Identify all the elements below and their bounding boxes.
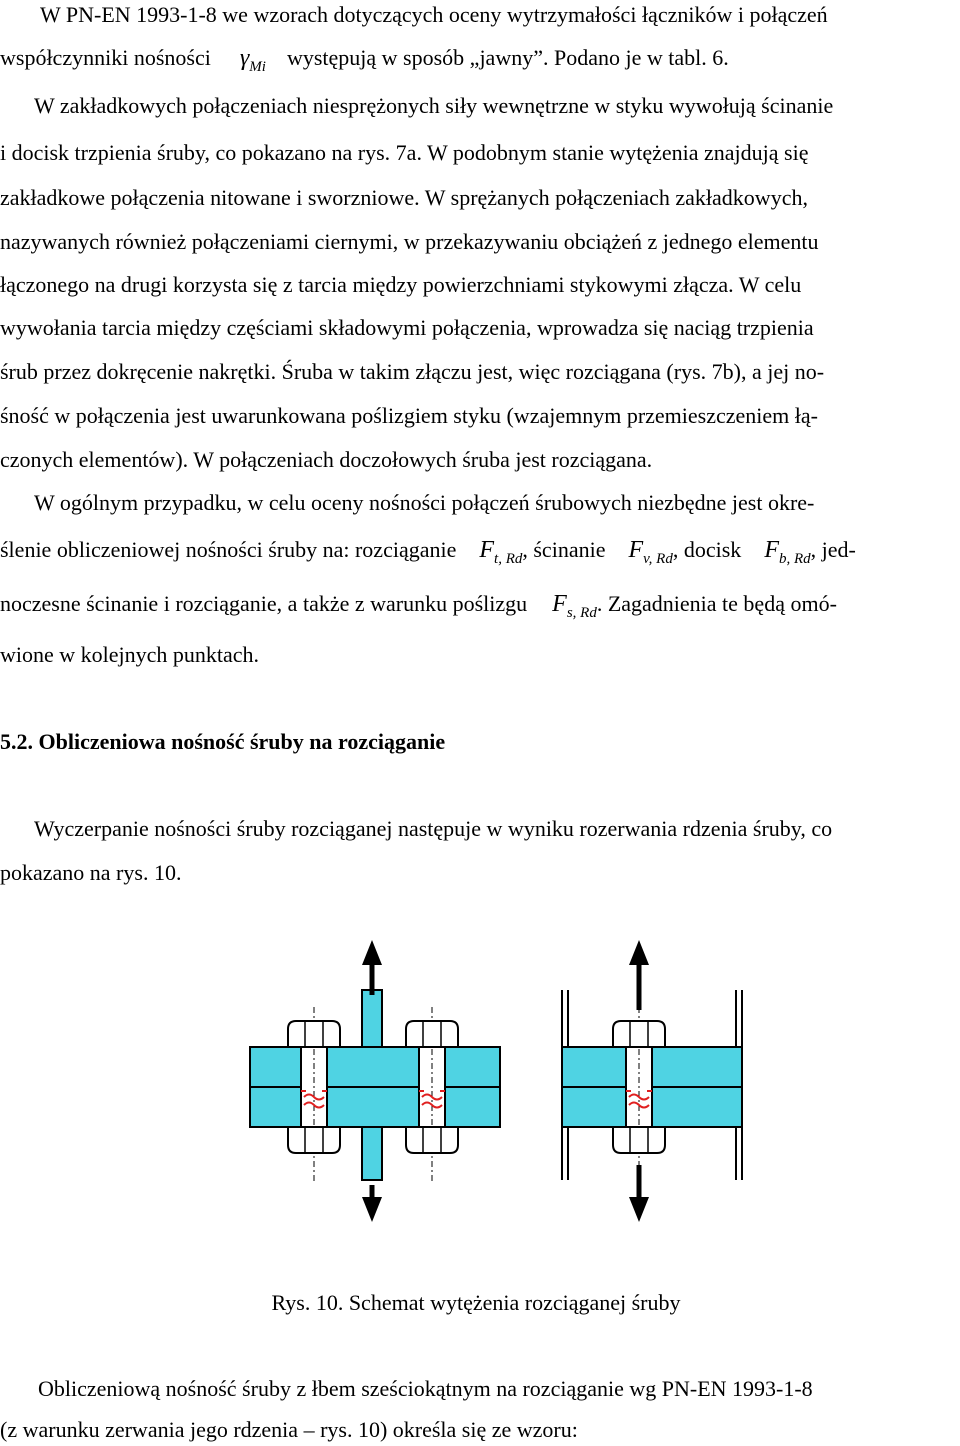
p2-line: W zakładkowych połączeniach niesprężonych siły wewnętrzne w styku wywołują ścinanie (34, 93, 834, 118)
p2-line: śrub przez dokręcenie nakrętki. Śruba w takim złączu jest, więc rozciągana (rys. 7b), a jej no- (0, 359, 825, 384)
bolt-tension-diagram (244, 935, 756, 1225)
Fb-subscript: b, Rd (778, 551, 811, 567)
arrow-up-icon (362, 940, 382, 995)
p2-line: wywołania tarcia między częściami składowymi połączenia, wprowadza się naciąg trzpienia (0, 315, 814, 340)
p3-line2-text-c: , docisk (672, 537, 742, 562)
p3-line3-text-a: noczesne ścinanie i rozciąganie, a także z warunku poślizgu (0, 591, 528, 616)
bolt-tension-figure (244, 935, 756, 1225)
p2-line: czonych elementów). W połączeniach doczołowych śruba jest rozciągana. (0, 447, 653, 472)
p4-line2: pokazano na rys. 10. (0, 860, 182, 885)
p3-line1: W ogólnym przypadku, w celu oceny nośności połączeń śrubowych niezbędne jest okre- (34, 490, 815, 515)
arrow-down-icon (362, 1185, 382, 1222)
arrow-up-icon (629, 940, 649, 1010)
left-assembly (250, 940, 500, 1222)
bottom-flange (250, 1087, 500, 1127)
p4-line1: Wyczerpanie nośności śruby rozciąganej następuje w wyniku rozerwania rdzenia śruby, co (34, 816, 833, 841)
p3-line2 (0, 537, 856, 567)
F-symbol: F (628, 537, 644, 563)
p2-line: i docisk trzpienia śruby, co pokazano na rys. 7a. W podobnym stanie wytężenia znajdują się (0, 140, 809, 165)
arrow-down-icon (629, 1165, 649, 1222)
section-number: 5.2. (0, 729, 33, 754)
right-assembly (562, 940, 742, 1222)
p1-line2 (0, 45, 729, 75)
p5-line2: (z warunku zerwania jego rdzenia – rys. 10) określa się ze wzoru: (0, 1417, 578, 1442)
F-symbol: F (552, 591, 567, 617)
p3-line3 (0, 591, 837, 621)
top-flange (250, 1047, 500, 1087)
section-heading (0, 731, 445, 753)
p3-line3-text-b: . Zagadnienia te będą omó- (596, 591, 837, 616)
p1-line2-before: współczynniki nośności (0, 45, 211, 70)
Ft-subscript: t, Rd (494, 551, 523, 567)
Fs-subscript: s, Rd (566, 605, 597, 621)
Fv-subscript: v, Rd (643, 551, 673, 567)
F-symbol: F (764, 537, 779, 563)
p3-line4: wione w kolejnych punktach. (0, 642, 260, 667)
F-symbol: F (479, 537, 495, 563)
p2-line: łączonego na drugi korzysta się z tarcia między powierzchniami stykowymi złącza. W celu (0, 272, 802, 297)
p3-line2-text-a: ślenie obliczeniowej nośności śruby na: rozciąganie (0, 537, 457, 562)
figure-caption: Rys. 10. Schemat wytężenia rozciąganej śruby (271, 1290, 681, 1315)
gamma-subscript: Mi (249, 59, 266, 75)
p1-line1: W PN-EN 1993-1-8 we wzorach dotyczących oceny wytrzymałości łączników i połączeń (40, 2, 828, 27)
section-title: Obliczeniowa nośność śruby na rozciąganie (38, 729, 446, 754)
p2-line: nazywanych również połączeniami ciernymi, w przekazywaniu obciążeń z jednego elementu (0, 229, 819, 254)
p2-line: śność w połączenia jest uwarunkowana poślizgiem styku (wzajemnym przemieszczeniem łą- (0, 403, 818, 428)
gamma-symbol: γ (239, 45, 250, 71)
p3-line2-text-d: , jed- (810, 537, 856, 562)
p3-line2-text-b: , ścinanie (522, 537, 606, 562)
p1-line2-after: występują w sposób „jawny”. Podano je w tabl. 6. (286, 45, 729, 70)
p2-line: zakładkowe połączenia nitowane i sworzniowe. W sprężanych połączeniach zakładkowych, (0, 185, 808, 210)
p5-line1: Obliczeniową nośność śruby z łbem sześciokątnym na rozciąganie wg PN-EN 1993-1-8 (38, 1376, 813, 1401)
